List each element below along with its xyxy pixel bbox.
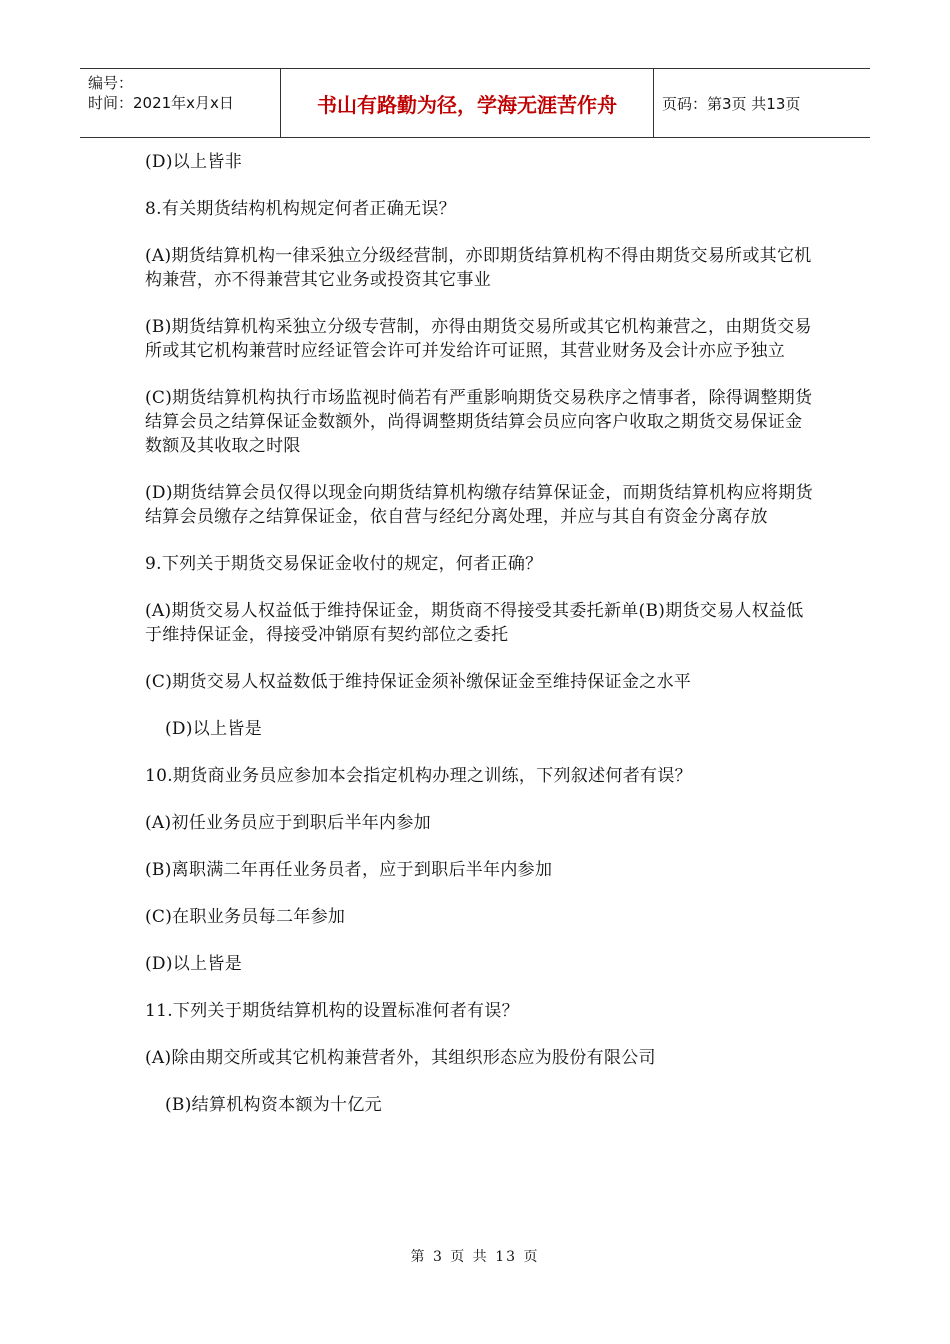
paragraph: (B)离职满二年再任业务员者，应于到职后半年内参加 [145, 860, 553, 880]
number-label: 编号： [88, 74, 134, 92]
paragraph: (D)以上皆非 [145, 152, 242, 172]
page-footer: 第 3 页 共 13 页 [410, 1249, 540, 1265]
paragraph: (D)期货结算会员仅得以现金向期货结算机构缴存结算保证金，而期货结算机构应将期货结算会员缴存之结算保证金，依自营与经纪分离处理，并应与其自有资金分离存放 [145, 483, 813, 527]
paragraph: (B)期货结算机构采独立分级专营制，亦得由期货交易所或其它机构兼营之，由期货交易所或其它机构兼营时应经证管会许可并发给许可证照，其营业财务及会计亦应予独立 [145, 317, 812, 361]
paragraph: (D)以上皆是 [145, 954, 242, 974]
paragraph: (B)结算机构资本额为十亿元 [165, 1095, 382, 1115]
paragraph: (D)以上皆是 [165, 719, 262, 739]
paragraph: (A)除由期交所或其它机构兼营者外，其组织形态应为股份有限公司 [145, 1048, 656, 1068]
page-header [80, 68, 870, 138]
paragraph: 9.下列关于期货交易保证金收付的规定，何者正确？ [145, 554, 543, 574]
header-motto: 书山有路勤为径，学海无涯苦作舟 [281, 69, 654, 137]
paragraph: (C)在职业务员每二年参加 [145, 907, 346, 927]
header-meta [80, 69, 281, 137]
paragraph: 11.下列关于期货结算机构的设置标准何者有误？ [145, 1001, 519, 1021]
header-page-info: 页码：第3页 共13页 [662, 94, 801, 113]
document-body [145, 150, 815, 1140]
paragraph: 8.有关期货结构机构规定何者正确无误？ [145, 199, 456, 219]
paragraph: (C)期货结算机构执行市场监视时倘若有严重影响期货交易秩序之情事者，除得调整期货结算会员之结算保证金数额外，尚得调整期货结算会员应向客户收取之期货交易保证金数额及其收取之时限 [145, 388, 813, 456]
paragraph: (A)初任业务员应于到职后半年内参加 [145, 813, 431, 833]
time-label: 时间：2021年x月x日 [88, 94, 234, 112]
paragraph: (A)期货结算机构一律采独立分级经营制，亦即期货结算机构不得由期货交易所或其它机构兼营，亦不得兼营其它业务或投资其它事业 [145, 246, 812, 290]
paragraph: (A)期货交易人权益低于维持保证金，期货商不得接受其委托新单(B)期货交易人权益低于维持保证金，得接受冲销原有契约部位之委托 [145, 601, 804, 645]
paragraph: (C)期货交易人权益数低于维持保证金须补缴保证金至维持保证金之水平 [145, 672, 692, 692]
paragraph: 10.期货商业务员应参加本会指定机构办理之训练，下列叙述何者有误？ [145, 766, 692, 786]
